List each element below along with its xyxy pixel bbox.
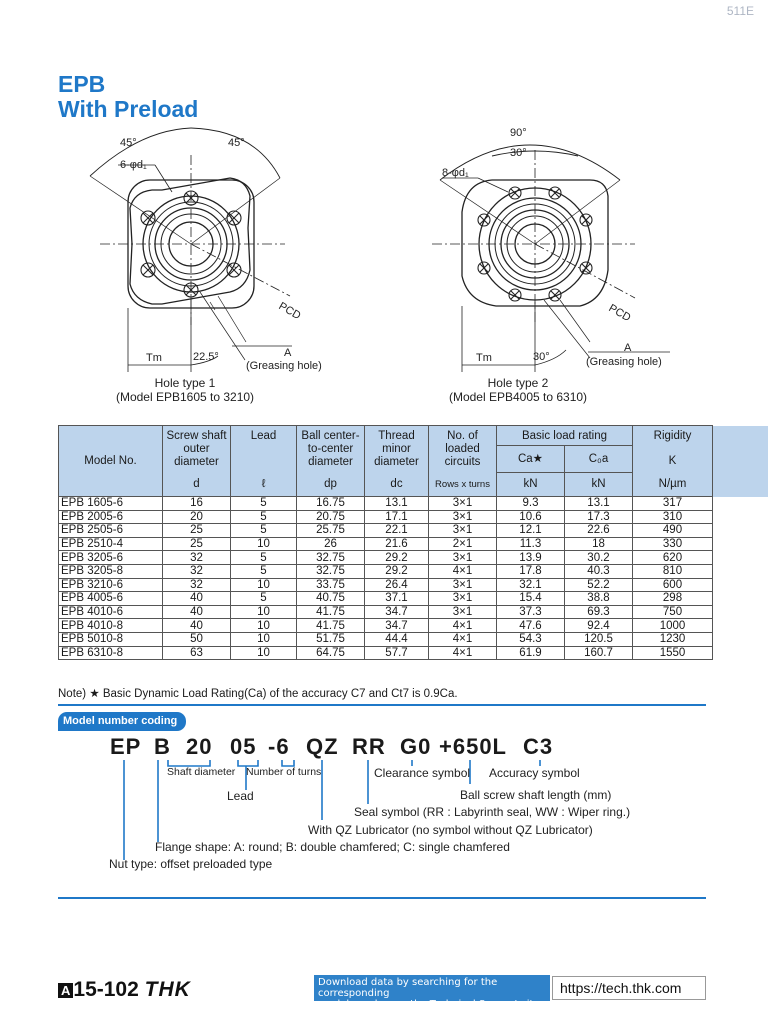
col-thread: Thread minor diameter — [365, 426, 429, 473]
footer-section-badge: A — [58, 983, 73, 998]
table-cell: 330 — [633, 537, 713, 551]
table-cell: 5 — [231, 524, 297, 538]
col-model: Model No. — [59, 426, 163, 497]
table-cell-spacer — [713, 524, 768, 538]
table-cell: 5 — [231, 510, 297, 524]
table-cell-spacer — [713, 592, 768, 606]
table-cell: 44.4 — [365, 632, 429, 646]
col-rigidity — [633, 426, 713, 473]
table-cell: 38.8 — [565, 592, 633, 606]
code-b: B — [154, 734, 171, 759]
table-cell: 12.1 — [497, 524, 565, 538]
diagram2-angle-c: 30° — [533, 351, 550, 363]
rigidity-label: Rigidity — [653, 430, 692, 442]
thk-logo: THK — [144, 978, 191, 1001]
table-cell: 3×1 — [429, 605, 497, 619]
table-cell: 92.4 — [565, 619, 633, 633]
table-cell: 1000 — [633, 619, 713, 633]
url-box — [552, 976, 706, 1000]
table-cell: 10 — [231, 632, 297, 646]
code-g0: G0 — [400, 734, 432, 759]
diagram1-a-label: A — [284, 347, 292, 359]
table-cell: 33.75 — [297, 578, 365, 592]
table-cell: EPB 2510-4 — [59, 537, 163, 551]
table-cell: 16.75 — [297, 497, 365, 511]
table-cell: 29.2 — [365, 564, 429, 578]
title-line-2: With Preload — [58, 96, 199, 122]
table-cell: 30.2 — [565, 551, 633, 565]
table-cell: 11.3 — [497, 537, 565, 551]
table-cell: 32 — [163, 564, 231, 578]
table-cell: 52.2 — [565, 578, 633, 592]
label-shaft-diameter: Shaft diameter — [167, 766, 236, 778]
table-cell: 63 — [163, 646, 231, 660]
table-row — [59, 497, 768, 511]
table-cell: 3×1 — [429, 497, 497, 511]
table-cell: 3×1 — [429, 578, 497, 592]
table-cell: 5 — [231, 564, 297, 578]
col-circuits: No. of loaded circuits — [429, 426, 497, 473]
diagram2-pcd: PCD — [606, 302, 633, 325]
table-cell: 317 — [633, 497, 713, 511]
table-cell: 5 — [231, 551, 297, 565]
table-cell-spacer — [713, 510, 768, 524]
label-lead: Lead — [227, 789, 254, 803]
table-cell: 2×1 — [429, 537, 497, 551]
diagram2-a-label: A — [624, 342, 632, 354]
table-cell: 4×1 — [429, 619, 497, 633]
table-cell: EPB 2005-6 — [59, 510, 163, 524]
table-cell: 16 — [163, 497, 231, 511]
diagram2-caption-line-1: Hole type 2 — [487, 376, 549, 390]
table-cell: 25.75 — [297, 524, 365, 538]
table-row — [59, 619, 768, 633]
diagram1-angle-c: 22.5° — [193, 351, 219, 363]
code-rr: RR — [352, 734, 386, 759]
table-cell-spacer — [713, 619, 768, 633]
model-coding-badge: Model number coding — [58, 712, 186, 731]
table-cell: 10 — [231, 537, 297, 551]
table-cell: 13.1 — [365, 497, 429, 511]
table-cell: 32 — [163, 578, 231, 592]
label-clearance: Clearance symbol — [374, 766, 471, 780]
unit-d: d — [163, 473, 231, 497]
table-cell: 21.6 — [365, 537, 429, 551]
table-cell: 4×1 — [429, 646, 497, 660]
table-cell: 40 — [163, 605, 231, 619]
table-cell-spacer — [713, 497, 768, 511]
table-cell-spacer — [713, 632, 768, 646]
label-flange: Flange shape: A: round; B: double chamfered; C: single chamfered — [155, 840, 510, 854]
table-cell: 32.75 — [297, 564, 365, 578]
table-note: Note) ★ Basic Dynamic Load Rating(Ca) of the accuracy C7 and Ct7 is 0.9Ca. — [58, 688, 458, 700]
support-url-link[interactable]: https://tech.thk.com — [560, 980, 682, 996]
table-row — [59, 578, 768, 592]
table-row — [59, 564, 768, 578]
table-cell: 18 — [565, 537, 633, 551]
diagram2-greasing: (Greasing hole) — [586, 356, 662, 368]
table-cell: 1550 — [633, 646, 713, 660]
table-cell: 10 — [231, 646, 297, 660]
table-row — [59, 605, 768, 619]
table-cell: 29.2 — [365, 551, 429, 565]
table-cell: 34.7 — [365, 605, 429, 619]
footer-page — [58, 978, 191, 1002]
col-screw: Screw shaft outer diameter — [163, 426, 231, 473]
unit-kn-2: kN — [565, 473, 633, 497]
table-cell: 490 — [633, 524, 713, 538]
col-extra — [713, 426, 768, 473]
table-cell: EPB 3210-6 — [59, 578, 163, 592]
table-cell: 32.1 — [497, 578, 565, 592]
table-cell: EPB 4010-8 — [59, 619, 163, 633]
table-cell: 9.3 — [497, 497, 565, 511]
col-ball: Ball center-to-center diameter — [297, 426, 365, 473]
load-rating-label: Basic load rating — [497, 426, 632, 446]
table-cell: 41.75 — [297, 605, 365, 619]
table-cell: 3×1 — [429, 510, 497, 524]
page-title — [58, 72, 198, 122]
diagram1-tm: Tm — [146, 352, 162, 364]
code-6: -6 — [268, 734, 290, 759]
table-cell-spacer — [713, 605, 768, 619]
table-cell: 160.7 — [565, 646, 633, 660]
table-row — [59, 632, 768, 646]
unit-extra — [713, 473, 768, 497]
table-cell: 37.1 — [365, 592, 429, 606]
table-cell-spacer — [713, 537, 768, 551]
download-line-2: model number on the Technical Support site. — [318, 999, 543, 1010]
unit-dc: dc — [365, 473, 429, 497]
table-row — [59, 592, 768, 606]
table-cell-spacer — [713, 646, 768, 660]
table-cell: 22.1 — [365, 524, 429, 538]
table-cell: 310 — [633, 510, 713, 524]
table-cell: 40 — [163, 592, 231, 606]
table-cell: 5 — [231, 497, 297, 511]
table-cell: 10 — [231, 619, 297, 633]
table-cell: 620 — [633, 551, 713, 565]
table-cell: 600 — [633, 578, 713, 592]
label-nut-type: Nut type: offset preloaded type — [109, 857, 273, 871]
table-cell: 17.3 — [565, 510, 633, 524]
table-cell: 750 — [633, 605, 713, 619]
table-unit-row — [59, 473, 768, 497]
table-cell: 1230 — [633, 632, 713, 646]
label-number-of-turns: Number of turns — [246, 766, 322, 778]
table-body — [59, 497, 768, 660]
code-05: 05 — [230, 734, 257, 759]
diagram1-angle-b: 45° — [228, 137, 245, 149]
col-lead: Lead — [231, 426, 297, 473]
divider-bottom — [58, 897, 706, 899]
table-cell: 40 — [163, 619, 231, 633]
table-cell: 22.6 — [565, 524, 633, 538]
divider-top — [58, 704, 706, 706]
code-length: +650L — [439, 734, 507, 759]
table-cell: 5 — [231, 592, 297, 606]
table-cell: EPB 4010-6 — [59, 605, 163, 619]
code-qz: QZ — [306, 734, 339, 759]
table-cell: EPB 5010-8 — [59, 632, 163, 646]
diagram1-hole-label: 6-φd₁ — [120, 159, 147, 171]
table-cell: 54.3 — [497, 632, 565, 646]
table-cell: 51.75 — [297, 632, 365, 646]
spec-table — [58, 425, 768, 660]
table-cell: EPB 1605-6 — [59, 497, 163, 511]
diagram1-greasing: (Greasing hole) — [246, 360, 322, 372]
table-cell: EPB 4005-6 — [59, 592, 163, 606]
hole-type-1-diagram — [60, 120, 380, 375]
table-cell: 20 — [163, 510, 231, 524]
table-cell-spacer — [713, 564, 768, 578]
table-cell: 120.5 — [565, 632, 633, 646]
col-coa: C₀a — [588, 453, 609, 465]
table-cell: 47.6 — [497, 619, 565, 633]
table-cell: 15.4 — [497, 592, 565, 606]
table-cell: 50 — [163, 632, 231, 646]
table-row — [59, 537, 768, 551]
table-cell: 25 — [163, 537, 231, 551]
table-cell: 10 — [231, 578, 297, 592]
table-cell: 61.9 — [497, 646, 565, 660]
code-20: 20 — [186, 734, 213, 759]
diagram2-caption — [418, 376, 618, 404]
diagram1-caption — [80, 376, 290, 404]
diagram1-caption-line-1: Hole type 1 — [154, 376, 216, 390]
table-cell: EPB 2505-6 — [59, 524, 163, 538]
table-cell-spacer — [713, 578, 768, 592]
table-cell: 4×1 — [429, 564, 497, 578]
label-accuracy: Accuracy symbol — [489, 766, 580, 780]
table-cell-spacer — [713, 551, 768, 565]
table-cell: EPB 6310-8 — [59, 646, 163, 660]
table-cell: 37.3 — [497, 605, 565, 619]
unit-kn-1: kN — [497, 473, 565, 497]
download-line-1: Download data by searching for the corresponding — [318, 977, 498, 999]
table-cell: 57.7 — [365, 646, 429, 660]
table-cell: 10.6 — [497, 510, 565, 524]
col-load — [497, 426, 633, 473]
unit-lead: ℓ — [231, 473, 297, 497]
table-cell: 3×1 — [429, 551, 497, 565]
table-cell: 17.1 — [365, 510, 429, 524]
table-row — [59, 524, 768, 538]
table-cell: 3×1 — [429, 592, 497, 606]
table-cell: 3×1 — [429, 524, 497, 538]
unit-nm: N/µm — [633, 473, 713, 497]
hole-type-2-diagram — [420, 120, 750, 375]
table-cell: 32.75 — [297, 551, 365, 565]
label-seal: Seal symbol (RR : Labyrinth seal, WW : Wiper ring.) — [354, 805, 631, 819]
table-cell: 25 — [163, 524, 231, 538]
table-cell: 64.75 — [297, 646, 365, 660]
diagram2-tm: Tm — [476, 352, 492, 364]
table-cell: 34.7 — [365, 619, 429, 633]
table-cell: 26 — [297, 537, 365, 551]
table-cell: EPB 3205-6 — [59, 551, 163, 565]
diagram1-caption-line-2: (Model EPB1605 to 3210) — [115, 390, 255, 404]
table-cell: 4×1 — [429, 632, 497, 646]
unit-rows: Rows x turns — [429, 473, 497, 497]
arrow-icon — [534, 975, 554, 1001]
code-c3: C3 — [523, 734, 554, 759]
code-ep: EP — [110, 734, 142, 759]
table-row — [59, 551, 768, 565]
diagram1-angle-a: 45° — [120, 137, 137, 149]
table-cell: 69.3 — [565, 605, 633, 619]
diagram2-angle-a: 90° — [510, 127, 527, 139]
table-cell: 20.75 — [297, 510, 365, 524]
table-cell: 40.75 — [297, 592, 365, 606]
unit-dp: dp — [297, 473, 365, 497]
table-cell: 41.75 — [297, 619, 365, 633]
table-cell: 10 — [231, 605, 297, 619]
title-line-1: EPB — [58, 71, 106, 97]
table-cell: 810 — [633, 564, 713, 578]
label-qz: With QZ Lubricator (no symbol without QZ Lubricator) — [308, 823, 593, 837]
table-row — [59, 510, 768, 524]
label-shaft-length: Ball screw shaft length (mm) — [460, 788, 612, 802]
footer-page-number: 15-102 — [73, 978, 139, 1001]
table-cell: 17.8 — [497, 564, 565, 578]
diagram2-hole-label: 8-φd₁ — [442, 167, 469, 179]
table-cell: 13.1 — [565, 497, 633, 511]
table-header-row — [59, 426, 768, 473]
table-cell: EPB 3205-8 — [59, 564, 163, 578]
table-cell: 26.4 — [365, 578, 429, 592]
rigidity-k: K — [668, 455, 677, 467]
table-cell: 40.3 — [565, 564, 633, 578]
diagram1-pcd: PCD — [276, 300, 303, 323]
download-banner[interactable] — [314, 975, 550, 1010]
page-code: 511E — [726, 4, 754, 18]
diagram2-caption-line-2: (Model EPB4005 to 6310) — [448, 390, 588, 404]
table-row — [59, 646, 768, 660]
table-cell: 13.9 — [497, 551, 565, 565]
col-ca: Ca★ — [497, 446, 565, 472]
table-cell: 32 — [163, 551, 231, 565]
table-cell: 298 — [633, 592, 713, 606]
diagram2-angle-b: 30° — [510, 147, 527, 159]
